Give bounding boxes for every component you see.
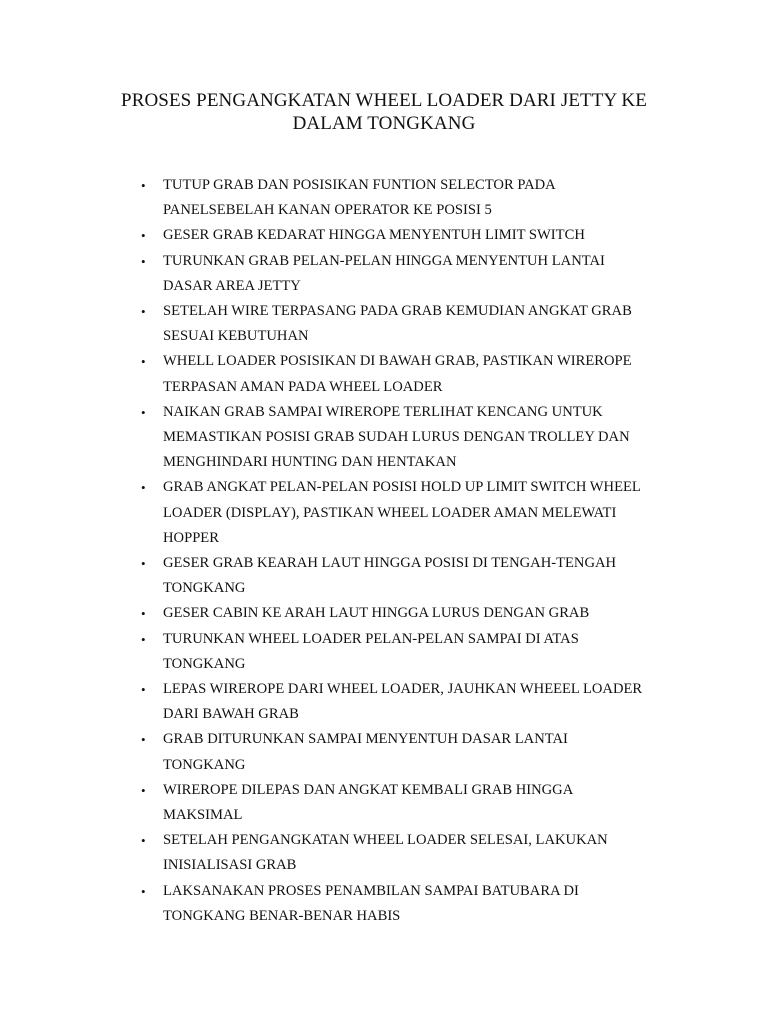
list-item xyxy=(0,727,683,777)
list-item xyxy=(0,349,683,399)
list-item-text-line: MEMASTIKAN POSISI GRAB SUDAH LURUS DENGAN TROLLEY DAN xyxy=(163,429,630,446)
list-item xyxy=(0,173,683,223)
list-item-text-line: TONGKANG BENAR-BENAR HABIS xyxy=(163,907,401,924)
list-item-text-line: MENGHINDARI HUNTING DAN HENTAKAN xyxy=(163,454,457,471)
list-item xyxy=(0,879,683,929)
list-item-text-line: DARI BAWAH GRAB xyxy=(163,706,299,723)
list-item xyxy=(0,601,683,626)
procedure-step-list xyxy=(0,173,768,929)
list-item-text-line: PANELSEBELAH KANAN OPERATOR KE POSISI 5 xyxy=(163,202,492,219)
list-item-text-line: SETELAH WIRE TERPASANG PADA GRAB KEMUDIAN ANGKAT GRAB xyxy=(163,303,632,320)
list-item-text-line: GESER GRAB KEDARAT HINGGA MENYENTUH LIMIT SWITCH xyxy=(163,227,585,244)
bullet-icon: • xyxy=(141,304,146,320)
list-item-text-line: TONGKANG xyxy=(163,655,246,672)
document-title xyxy=(84,89,684,135)
list-item-text-line: TERPASAN AMAN PADA WHEEL LOADER xyxy=(163,378,443,395)
list-item-text-line: MAKSIMAL xyxy=(163,807,243,824)
bullet-icon: • xyxy=(141,556,146,572)
list-item-text-line: WIREROPE DILEPAS DAN ANGKAT KEMBALI GRAB HINGGA xyxy=(163,781,574,798)
list-item-text-line: GESER GRAB KEARAH LAUT HINGGA POSISI DI TENGAH-TENGAH xyxy=(163,555,617,572)
list-item xyxy=(0,778,683,828)
bullet-icon: • xyxy=(141,606,146,622)
bullet-icon: • xyxy=(141,682,146,698)
bullet-icon: • xyxy=(141,782,146,798)
list-item-text-line: INISIALISASI GRAB xyxy=(163,857,297,874)
list-item-text-line: SETELAH PENGANGKATAN WHEEL LOADER SELESAI, LAKUKAN xyxy=(163,832,608,849)
bullet-icon: • xyxy=(141,354,146,370)
bullet-icon: • xyxy=(141,732,146,748)
list-item xyxy=(0,299,683,349)
list-item xyxy=(0,475,683,551)
list-item-text-line: DASAR AREA JETTY xyxy=(163,277,301,294)
list-item-text-line: GRAB DITURUNKAN SAMPAI MENYENTUH DASAR LANTAI xyxy=(163,731,568,748)
list-item-text-line: LAKSANAKAN PROSES PENAMBILAN SAMPAI BATUBARA DI xyxy=(163,882,579,899)
list-item-text-line: GESER CABIN KE ARAH LAUT HINGGA LURUS DENGAN GRAB xyxy=(163,605,590,622)
list-item-text-line: LEPAS WIREROPE DARI WHEEL LOADER, JAUHKAN WHEEEL LOADER xyxy=(163,681,643,698)
list-item-text-line: TONGKANG xyxy=(163,756,246,773)
list-item-text-line: TONGKANG xyxy=(163,580,246,597)
title-line-2: DALAM TONGKANG xyxy=(292,113,476,134)
bullet-icon: • xyxy=(141,178,146,193)
title-line-1: PROSES PENGANGKATAN WHEEL LOADER DARI JETTY KE xyxy=(121,90,647,111)
list-item-text-line: TUTUP GRAB DAN POSISIKAN FUNTION SELECTOR PADA xyxy=(163,177,556,193)
list-item-text-line: SESUAI KEBUTUHAN xyxy=(163,328,309,345)
list-item-text-line: HOPPER xyxy=(163,529,219,546)
bullet-icon: • xyxy=(141,404,146,420)
list-item-text-line: LOADER (DISPLAY), PASTIKAN WHEEL LOADER AMAN MELEWATI xyxy=(163,504,617,521)
list-item xyxy=(0,627,683,677)
bullet-icon: • xyxy=(141,228,146,244)
list-item-text-line: TURUNKAN GRAB PELAN-PELAN HINGGA MENYENTUH LANTAI xyxy=(163,252,605,269)
bullet-icon: • xyxy=(141,631,146,647)
list-item xyxy=(0,828,683,878)
list-item-text-line: NAIKAN GRAB SAMPAI WIREROPE TERLIHAT KENCANG UNTUK xyxy=(163,403,603,420)
list-item-text-line: WHELL LOADER POSISIKAN DI BAWAH GRAB, PASTIKAN WIREROPE xyxy=(163,353,632,370)
list-item xyxy=(0,249,683,299)
bullet-icon: • xyxy=(141,883,146,899)
bullet-icon: • xyxy=(141,480,146,496)
list-item xyxy=(0,400,683,476)
bullet-icon: • xyxy=(141,253,146,269)
list-item-text-line: GRAB ANGKAT PELAN-PELAN POSISI HOLD UP LIMIT SWITCH WHEEL xyxy=(163,479,641,496)
list-item xyxy=(0,677,683,727)
bullet-icon: • xyxy=(141,833,146,849)
list-item xyxy=(0,223,683,248)
list-item-text-line: TURUNKAN WHEEL LOADER PELAN-PELAN SAMPAI DI ATAS xyxy=(163,630,579,647)
list-item xyxy=(0,551,683,601)
